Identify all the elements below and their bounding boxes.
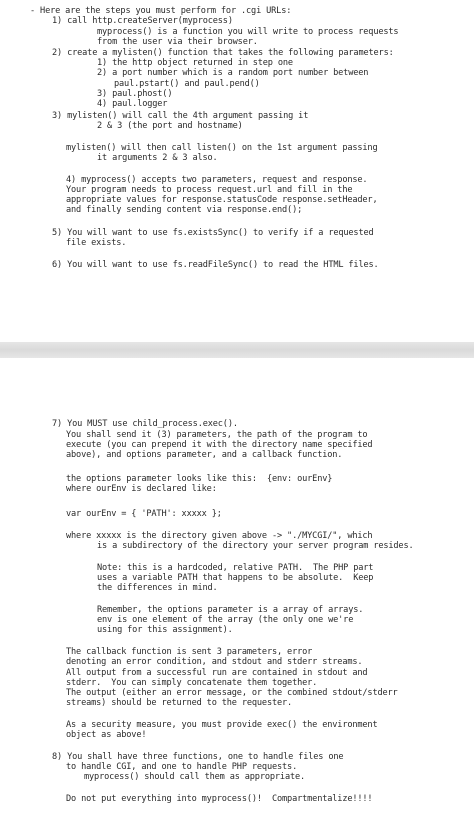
- text-line: object as above!: [66, 730, 147, 740]
- text-line: where ourEnv is declared like:: [66, 484, 217, 494]
- text-line: 3) mylisten() will call the 4th argument passing it: [52, 111, 309, 121]
- text-line: is a subdirectory of the directory your server program resides.: [97, 541, 414, 551]
- text-line: denoting an error condition, and stdout and stderr streams.: [66, 657, 363, 667]
- text-line: As a security measure, you must provide exec() the environment: [66, 720, 378, 730]
- text-line: 4) paul.logger: [97, 99, 168, 109]
- text-line: var ourEnv = { 'PATH': xxxxx };: [66, 509, 222, 519]
- text-line: Your program needs to process request.url and fill in the: [66, 185, 353, 195]
- text-line: All output from a successful run are contained in stdout and: [66, 668, 368, 678]
- text-line: 6) You will want to use fs.readFileSync() to read the HTML files.: [52, 260, 379, 270]
- text-line: 1) the http object returned in step one: [97, 58, 293, 68]
- text-line: 2) create a mylisten() function that takes the following parameters:: [52, 48, 394, 58]
- text-line: the differences in mind.: [97, 583, 218, 593]
- text-line: stderr. You can simply concatenate them together.: [66, 678, 318, 688]
- page-separator: [0, 342, 474, 358]
- text-line: myprocess() is a function you will write to process requests: [97, 27, 399, 37]
- text-line: streams) should be returned to the requester.: [66, 698, 293, 708]
- text-line: Do not put everything into myprocess()! Compartmentalize!!!!: [66, 794, 373, 804]
- text-line: above), and options parameter, and a callback function.: [66, 450, 343, 460]
- text-line: 8) You shall have three functions, one to handle files one: [52, 752, 344, 762]
- text-line: - Here are the steps you must perform for .cgi URLs:: [30, 6, 292, 16]
- text-line: Note: this is a hardcoded, relative PATH. The PHP part: [97, 563, 374, 573]
- text-line: execute (you can prepend it with the directory name specified: [66, 440, 373, 450]
- text-line: myprocess() should call them as appropriate.: [84, 772, 306, 782]
- text-line: 4) myprocess() accepts two parameters, request and response.: [66, 175, 368, 185]
- text-line: The callback function is sent 3 parameters, error: [66, 647, 313, 657]
- text-line: the options parameter looks like this: {env: ourEnv}: [66, 474, 333, 484]
- text-line: it arguments 2 & 3 also.: [97, 153, 218, 163]
- text-line: appropriate values for response.statusCode response.setHeader,: [66, 195, 378, 205]
- text-line: from the user via their browser.: [97, 37, 258, 47]
- text-line: 7) You MUST use child_process.exec().: [52, 419, 238, 429]
- text-line: You shall send it (3) parameters, the path of the program to: [66, 430, 368, 440]
- text-line: where xxxxx is the directory given above -> "./MYCGI/", which: [66, 531, 373, 541]
- text-line: The output (either an error message, or the combined stdout/stderr: [66, 688, 398, 698]
- text-line: 2) a port number which is a random port number between: [97, 68, 369, 78]
- text-line: using for this assignment).: [97, 625, 233, 635]
- document-page-1: [0, 0, 474, 342]
- text-line: Remember, the options parameter is a array of arrays.: [97, 605, 364, 615]
- text-line: 3) paul.phost(): [97, 89, 173, 99]
- text-line: file exists.: [66, 238, 127, 248]
- text-line: to handle CGI, and one to handle PHP requests.: [66, 762, 298, 772]
- text-line: 2 & 3 (the port and hostname): [97, 121, 243, 131]
- text-line: uses a variable PATH that happens to be absolute. Keep: [97, 573, 374, 583]
- text-line: paul.pstart() and paul.pend(): [114, 79, 260, 89]
- text-line: 5) You will want to use fs.existsSync() to verify if a requested: [52, 228, 374, 238]
- document-page-2: [0, 358, 474, 832]
- text-line: mylisten() will then call listen() on the 1st argument passing: [66, 143, 378, 153]
- text-line: and finally sending content via response.end();: [66, 205, 303, 215]
- text-line: 1) call http.createServer(myprocess): [52, 16, 233, 26]
- text-line: env is one element of the array (the only one we're: [97, 615, 354, 625]
